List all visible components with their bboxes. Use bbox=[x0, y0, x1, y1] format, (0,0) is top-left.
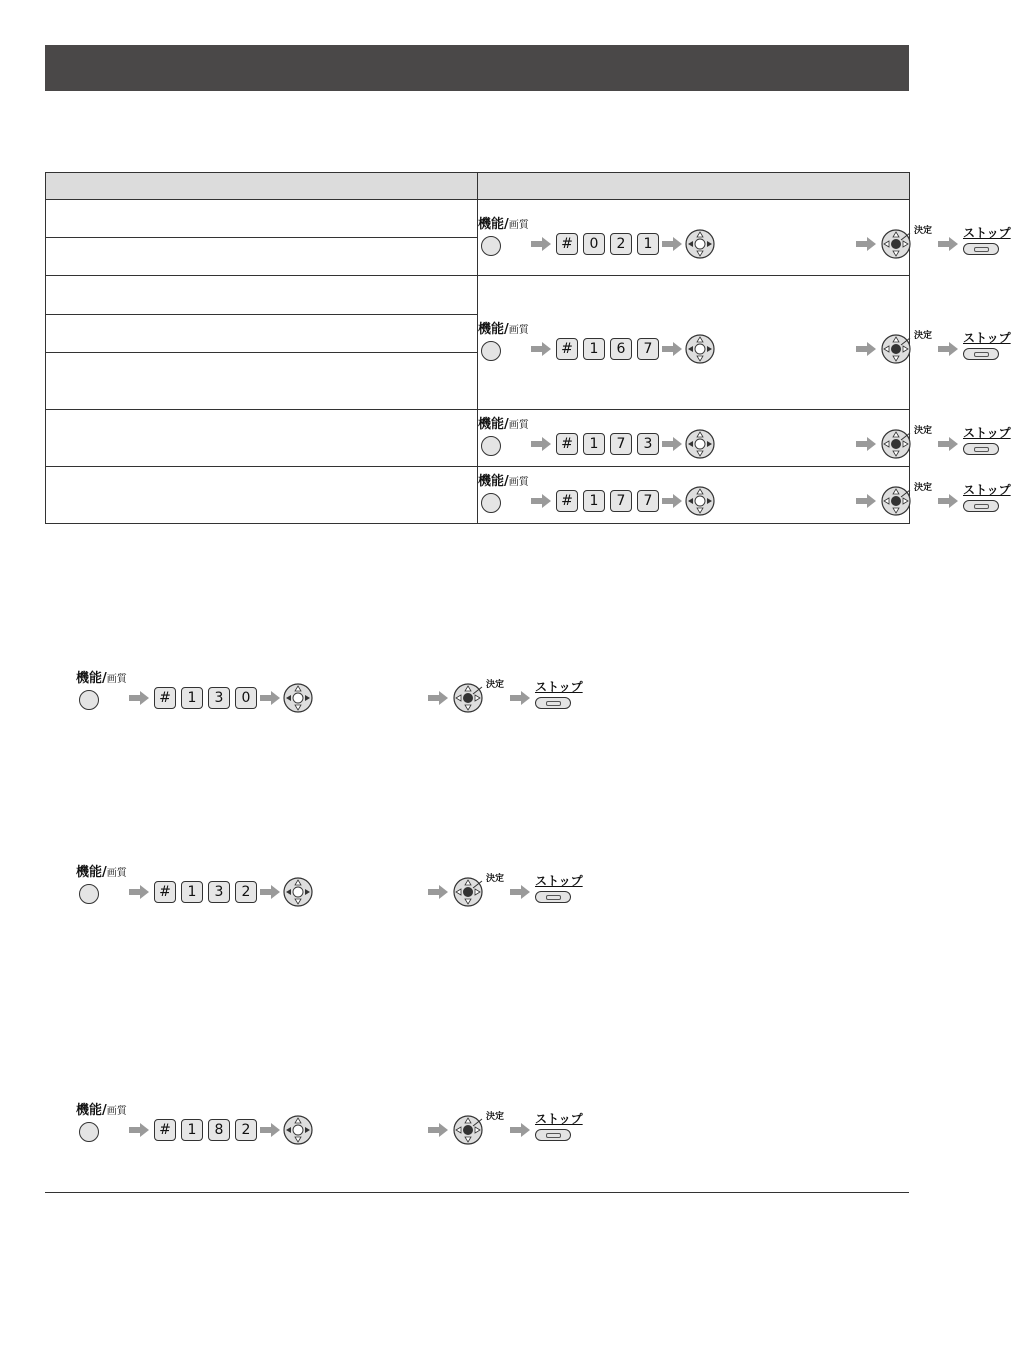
key-7[interactable]: 7 bbox=[637, 490, 659, 512]
label-separator: / bbox=[504, 474, 509, 489]
operation-cell bbox=[478, 200, 1011, 276]
key-3[interactable]: 3 bbox=[637, 433, 659, 455]
navigation-pad-icon bbox=[283, 1115, 313, 1145]
operation-cell bbox=[478, 410, 1011, 467]
navigation-pad-icon bbox=[453, 1115, 483, 1145]
arrow-icon bbox=[510, 691, 530, 705]
navigation-pad-icon bbox=[685, 486, 715, 516]
arrow-icon bbox=[531, 342, 551, 356]
label-separator: / bbox=[504, 321, 509, 337]
arrow-icon bbox=[260, 1123, 280, 1137]
settings-table bbox=[45, 172, 1011, 524]
table-row bbox=[46, 467, 910, 524]
stop-button[interactable] bbox=[963, 500, 999, 512]
key-3[interactable]: 3 bbox=[208, 687, 230, 709]
key-2[interactable]: 2 bbox=[610, 233, 632, 255]
label-separator: / bbox=[504, 216, 509, 232]
arrow-icon bbox=[531, 437, 551, 451]
key-sequence bbox=[478, 210, 1011, 266]
gashitsu-label-text: 画質 bbox=[508, 324, 529, 336]
kino-label bbox=[478, 474, 529, 490]
operation-cell bbox=[478, 467, 1011, 524]
gashitsu-label-text: 画質 bbox=[508, 420, 529, 431]
gashitsu-label-text: 画質 bbox=[508, 477, 529, 488]
arrow-icon bbox=[856, 237, 876, 251]
stop-label: ストップ bbox=[535, 874, 583, 888]
navigation-pad-icon bbox=[283, 877, 313, 907]
kino-label-text: 機能 bbox=[478, 321, 505, 337]
key-sequence bbox=[76, 858, 598, 914]
stop-label: ストップ bbox=[963, 483, 1011, 497]
kino-button[interactable] bbox=[481, 436, 501, 456]
arrow-icon bbox=[662, 342, 682, 356]
footer-rule bbox=[45, 1192, 909, 1193]
table-header-setting bbox=[46, 173, 478, 200]
arrow-icon bbox=[662, 437, 682, 451]
navigation-pad-icon bbox=[881, 429, 911, 459]
navigation-pad-icon bbox=[453, 683, 483, 713]
kino-button[interactable] bbox=[481, 236, 501, 256]
table-header-row bbox=[46, 173, 910, 200]
arrow-icon bbox=[428, 1123, 448, 1137]
arrow-icon bbox=[938, 437, 958, 451]
kino-label-text: 機能 bbox=[478, 474, 505, 489]
setting-cell bbox=[46, 315, 478, 353]
kino-label bbox=[478, 217, 529, 233]
arrow-icon bbox=[856, 494, 876, 508]
kino-button[interactable] bbox=[481, 341, 501, 361]
arrow-icon bbox=[531, 237, 551, 251]
kettei-label: 決定 bbox=[486, 1112, 505, 1122]
key-1[interactable]: 1 bbox=[583, 433, 605, 455]
kettei-label: 決定 bbox=[914, 330, 933, 341]
stop-label: ストップ bbox=[963, 426, 1011, 440]
arrow-icon bbox=[938, 237, 958, 251]
key-hash[interactable]: # bbox=[556, 433, 578, 455]
key-7[interactable]: 7 bbox=[610, 433, 632, 455]
key-hash[interactable]: # bbox=[556, 338, 578, 360]
arrow-icon bbox=[129, 1123, 149, 1137]
operation-cell bbox=[478, 276, 1011, 410]
table-header-operation bbox=[478, 173, 910, 200]
kino-label-text: 機能 bbox=[76, 865, 103, 880]
kino-button[interactable] bbox=[79, 690, 99, 710]
key-0[interactable]: 0 bbox=[583, 233, 605, 255]
arrow-icon bbox=[129, 691, 149, 705]
arrow-icon bbox=[662, 494, 682, 508]
key-7[interactable]: 7 bbox=[610, 490, 632, 512]
table-row bbox=[46, 200, 910, 238]
key-1[interactable]: 1 bbox=[181, 687, 203, 709]
key-1[interactable]: 1 bbox=[583, 490, 605, 512]
stop-button[interactable] bbox=[963, 443, 999, 455]
label-separator: / bbox=[102, 671, 107, 686]
navigation-pad-icon bbox=[283, 683, 313, 713]
key-6[interactable]: 6 bbox=[610, 338, 632, 360]
gashitsu-label-text: 画質 bbox=[508, 219, 529, 231]
setting-cell bbox=[46, 276, 478, 315]
gashitsu-label-text: 画質 bbox=[106, 674, 127, 685]
stop-button[interactable] bbox=[535, 891, 571, 903]
arrow-icon bbox=[531, 494, 551, 508]
arrow-icon bbox=[662, 237, 682, 251]
navigation-pad-icon bbox=[453, 877, 483, 907]
gashitsu-label-text: 画質 bbox=[106, 868, 127, 879]
key-1[interactable]: 1 bbox=[181, 1119, 203, 1141]
kino-button[interactable] bbox=[481, 493, 501, 513]
key-sequence bbox=[76, 1096, 598, 1152]
stop-label: ストップ bbox=[535, 1112, 583, 1126]
kino-label bbox=[478, 417, 529, 433]
kino-label bbox=[76, 671, 127, 687]
stop-button[interactable] bbox=[963, 348, 999, 360]
navigation-pad-icon bbox=[881, 229, 911, 259]
kino-label bbox=[478, 322, 529, 338]
arrow-icon bbox=[856, 437, 876, 451]
kino-label-text: 機能 bbox=[76, 1103, 103, 1118]
arrow-icon bbox=[938, 494, 958, 508]
arrow-icon bbox=[260, 885, 280, 899]
setting-cell bbox=[46, 238, 478, 276]
label-separator: / bbox=[504, 417, 509, 432]
kino-label-text: 機能 bbox=[76, 671, 103, 686]
kino-label bbox=[76, 865, 127, 881]
arrow-icon bbox=[260, 691, 280, 705]
stop-button[interactable] bbox=[535, 1129, 571, 1141]
key-hash[interactable]: # bbox=[154, 687, 176, 709]
stop-label: ストップ bbox=[963, 330, 1011, 345]
key-sequence bbox=[76, 664, 598, 720]
arrow-icon bbox=[428, 885, 448, 899]
kino-button[interactable] bbox=[79, 1122, 99, 1142]
kettei-label: 決定 bbox=[486, 680, 505, 690]
arrow-icon bbox=[510, 885, 530, 899]
key-2[interactable]: 2 bbox=[235, 1119, 257, 1141]
kino-button[interactable] bbox=[79, 884, 99, 904]
setting-cell bbox=[46, 467, 478, 524]
kettei-label: 決定 bbox=[486, 874, 505, 884]
setting-cell bbox=[46, 200, 478, 238]
arrow-icon bbox=[428, 691, 448, 705]
setting-cell bbox=[46, 353, 478, 410]
navigation-pad-icon bbox=[881, 486, 911, 516]
arrow-icon bbox=[129, 885, 149, 899]
navigation-pad-icon bbox=[685, 429, 715, 459]
header-bar bbox=[45, 45, 909, 91]
stop-label: ストップ bbox=[963, 225, 1011, 240]
table-row bbox=[46, 276, 910, 315]
arrow-icon bbox=[510, 1123, 530, 1137]
label-separator: / bbox=[102, 865, 107, 880]
navigation-pad-icon bbox=[881, 334, 911, 364]
kettei-label: 決定 bbox=[914, 426, 933, 436]
gashitsu-label-text: 画質 bbox=[106, 1106, 127, 1117]
key-1[interactable]: 1 bbox=[637, 233, 659, 255]
stop-button[interactable] bbox=[535, 697, 571, 709]
label-separator: / bbox=[102, 1103, 107, 1118]
key-hash[interactable]: # bbox=[556, 490, 578, 512]
key-hash[interactable]: # bbox=[154, 881, 176, 903]
kino-label bbox=[76, 1103, 127, 1119]
kettei-label: 決定 bbox=[914, 483, 933, 493]
arrow-icon bbox=[856, 342, 876, 356]
setting-cell bbox=[46, 410, 478, 467]
table-row bbox=[46, 410, 910, 467]
key-2[interactable]: 2 bbox=[235, 881, 257, 903]
key-7[interactable]: 7 bbox=[637, 338, 659, 360]
key-sequence bbox=[478, 315, 1011, 371]
kettei-label: 決定 bbox=[914, 225, 933, 236]
navigation-pad-icon bbox=[685, 334, 715, 364]
key-1[interactable]: 1 bbox=[181, 881, 203, 903]
navigation-pad-icon bbox=[685, 229, 715, 259]
key-hash[interactable]: # bbox=[556, 233, 578, 255]
key-3[interactable]: 3 bbox=[208, 881, 230, 903]
key-8[interactable]: 8 bbox=[208, 1119, 230, 1141]
stop-button[interactable] bbox=[963, 243, 999, 255]
key-hash[interactable]: # bbox=[154, 1119, 176, 1141]
key-sequence bbox=[478, 410, 1011, 466]
kino-label-text: 機能 bbox=[478, 216, 505, 232]
key-sequence bbox=[478, 467, 1011, 523]
kino-label-text: 機能 bbox=[478, 417, 505, 432]
key-0[interactable]: 0 bbox=[235, 687, 257, 709]
key-1[interactable]: 1 bbox=[583, 338, 605, 360]
arrow-icon bbox=[938, 342, 958, 356]
stop-label: ストップ bbox=[535, 680, 583, 694]
